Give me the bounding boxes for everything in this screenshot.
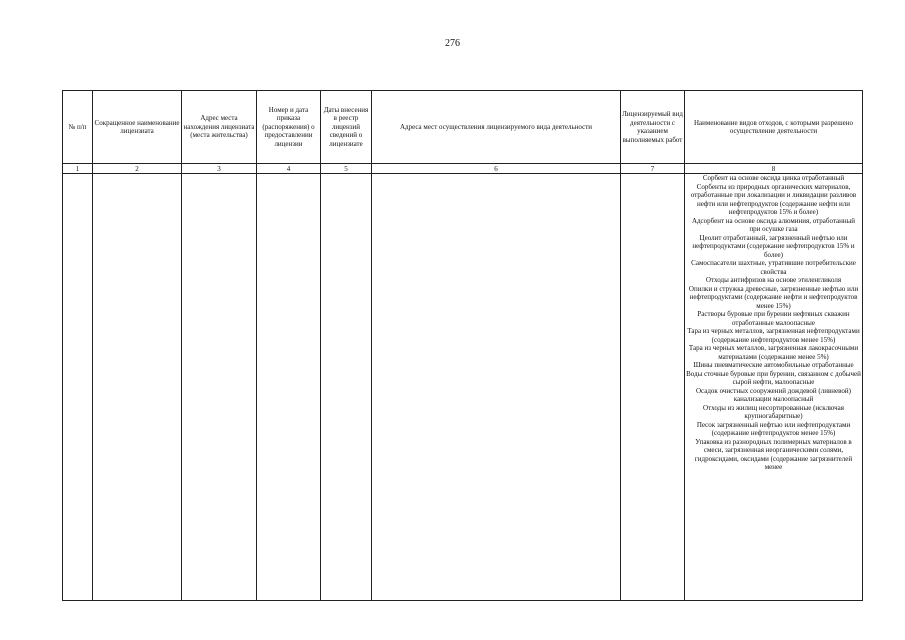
- column-number-cell: 8: [685, 164, 863, 174]
- waste-item: Осадок очистных сооружений дождевой (ливневой) канализации малоопасный: [696, 386, 851, 403]
- column-number-cell: 5: [321, 164, 372, 174]
- header-cell: Номер и дата приказа (распоряжения) о предоставлении лицензии: [257, 91, 321, 164]
- waste-item: Отходы антифризов на основе этиленгликоля: [705, 276, 842, 284]
- waste-item: Растворы буровые при бурении нефтяных скважин отработанные малоопасные: [697, 310, 850, 327]
- waste-item: Воды сточные буровые при бурении, связанном с добычей сырой нефти, малоопасные: [686, 369, 861, 386]
- empty-cell: [63, 174, 93, 601]
- waste-types-cell: [685, 174, 863, 601]
- header-cell: Адреса мест осуществления лицензируемого вида деятельности: [372, 91, 621, 164]
- empty-cell: [257, 174, 321, 601]
- header-cell: Сокращенное наименование лицензиата: [93, 91, 182, 164]
- waste-item: Адсорбент на основе оксида алюминия, отработанный при осушке газа: [691, 216, 856, 233]
- column-number-cell: 4: [257, 164, 321, 174]
- header-row: [63, 91, 863, 164]
- column-number-cell: 6: [372, 164, 621, 174]
- header-cell: Лицензируемый вид деятельности с указанием выполняемых работ: [621, 91, 685, 164]
- waste-item: Тара из черных металлов, загрязненная нефтепродуктами (содержание нефтепродуктов менее 15%): [687, 327, 860, 344]
- column-number-cell: 1: [63, 164, 93, 174]
- header-cell: Наименование видов отходов, с которыми разрешено осуществление деятельности: [685, 91, 863, 164]
- license-register-table: [62, 90, 863, 601]
- column-number-cell: 3: [182, 164, 257, 174]
- empty-cell: [621, 174, 685, 601]
- waste-item: Упаковка из разнородных полимерных материалов в смеси, загрязненная неорганическими солями, гидроксидами, оксидами (содержание загрязнителей менее: [694, 437, 853, 471]
- waste-item: Песок загрязненный нефтью или нефтепродуктами (содержание нефтепродуктов менее 15%): [696, 420, 851, 437]
- header-cell: Даты внесения в реестр лицензий сведений о лицензиате: [321, 91, 372, 164]
- column-number-row: [63, 164, 863, 174]
- column-number-cell: 7: [621, 164, 685, 174]
- waste-item: Цеолит отработанный, загрязненный нефтью или нефтепродуктами (содержание нефтепродуктов 15% и более): [692, 233, 855, 259]
- waste-item: Тара из черных металлов, загрязненная лакокрасочными материалами (содержание менее 5%): [688, 344, 859, 361]
- empty-cell: [321, 174, 372, 601]
- page-number: 276: [445, 38, 460, 49]
- waste-item: Сорбенты из природных органических материалов, отработанные при локализации и ликвидации разливов нефти или нефтепродуктов (содержание нефти или нефтепродуктов 15% и более): [690, 182, 857, 216]
- header-cell: Адрес места нахождения лицензиата (места жительства): [182, 91, 257, 164]
- header-cell: № п/п: [63, 91, 93, 164]
- waste-item: Отходы из жилищ несортированные (исключая крупногабаритные): [703, 403, 844, 420]
- empty-cell: [182, 174, 257, 601]
- waste-item: Шины пневматические автомобильные отработанные: [693, 361, 854, 369]
- waste-item: Опилки и стружка древесные, загрязненные нефтью или нефтепродуктами (содержание нефти и нефтепродуктов менее 15%): [688, 284, 859, 310]
- column-number-cell: 2: [93, 164, 182, 174]
- empty-cell: [372, 174, 621, 601]
- empty-cell: [93, 174, 182, 601]
- waste-item: Самоспасатели шахтные, утратившие потребительские свойства: [691, 259, 856, 276]
- waste-item: Сорбент на основе оксида цинка отработанный: [702, 174, 845, 182]
- table-row: [63, 174, 863, 601]
